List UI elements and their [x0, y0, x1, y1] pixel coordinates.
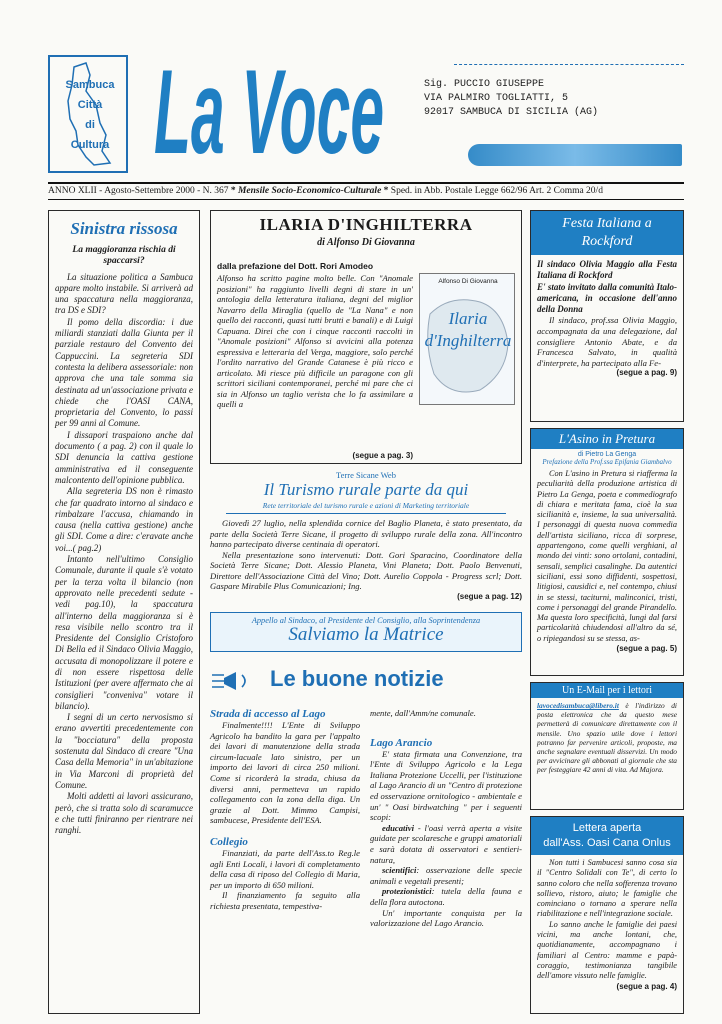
news-column-2: [370, 708, 522, 929]
article-byline: di Alfonso Di Giovanna: [317, 237, 415, 248]
paragraph: Giovedì 27 luglio, nella splendida cornice del Baglio Planeta, è stato presentato, da parte della Società Terre Sicane, il progetto di sviluppo rurale della zona. All'incontro hanno partecipato diverse centinaia di operatori.: [210, 518, 522, 549]
banner-title: Un E-Mail per i lettori: [531, 683, 683, 698]
article-title: ILARIA D'INGHILTERRA: [259, 215, 473, 234]
separator-star: *: [230, 186, 236, 196]
address-stripe: [468, 144, 682, 166]
paragraph: Il finanziamento fa seguito alla richiesta presentata, tempestiva-: [210, 890, 360, 911]
address-label: [384, 64, 684, 184]
lead: E' stato invitato dalla comunità Italo-americana, in occasione dell'anno della Donna: [537, 281, 677, 315]
preface: Prefazione della Prof.ssa Epifania Giambalvo: [542, 458, 672, 466]
text: - l'oasi verrà aperta a visite guidate per scolaresche e gruppi amatoriali e sarà dotata di osservatori e sentieri-natura,: [370, 822, 522, 865]
issue-info-bar: [48, 186, 684, 196]
lead: Il sindaco Olivia Maggio alla Festa Italiana di Rockford: [537, 259, 677, 281]
paragraph: Il pomo della discordia: i due miliardi stanziati dalla Giunta per il parziale restauro del Convento dei Cappuccini. La segreteria SDI contesta la delibera assessoriale: non approva che una tale somma sia destinata ad un'associazione privata e chiede che l'OASI CANA, proprietaria del Convento, lo passi per 99 anni al Comune.: [55, 316, 193, 429]
paragraph: Molti addetti ai lavori assicurano, però, che si tratta solo di scaramucce e che tutti finiranno per rientrare nei ranghi.: [55, 791, 193, 836]
news-heading: Strada di accesso al Lago: [210, 708, 326, 720]
paragraph: [531, 698, 683, 778]
segue-note: (segue a pag. 4): [616, 981, 677, 991]
banner-title-line: Rockford: [581, 234, 633, 249]
postal-info: Sped. in Abb. Postale Legge 662/96 Art. 2 Comma 20/d: [390, 186, 603, 196]
text: : osservazione delle specie animali e vegetali presenti;: [370, 865, 522, 886]
logo-line: di: [85, 119, 95, 131]
byline: di Pietro La Genga: [577, 451, 637, 458]
appeal-box: [210, 612, 522, 652]
preface-heading: dalla prefazione del Dott. Rori Amodeo: [217, 261, 374, 271]
paragraph: mente, dall'Amm/ne comunale.: [370, 708, 476, 718]
article-title: Il Turismo rurale parte da qui: [263, 480, 469, 499]
paragraph: I segni di un certo nervosismo si erano avvertiti precedentemente con la "bocciatura" della proposta sostenuta dal Sindaco di creare "Una Casa della Memoria" in un'abitazione in Via Marconi di proprietà del Comune.: [55, 712, 193, 790]
paragraph: Intanto nell'ultimo Consiglio Comunale, durante il quale s'è votato per la terza volta il bilancio (non approvato nelle precedenti sedute - vedi pag.10), la spaccatura all'interno della maggioranza si è resa visibile nello scontro tra il Presidente del Consiglio Cristoforo Di Bella ed il Sindaco Olivia Maggio, accusata di monopolizzare il potere e di non essere rispettosa delle Istituzioni (per avere affermato che ai consiglieri "conveniva" votare il bilancio).: [55, 554, 193, 711]
paragraph: [370, 886, 522, 907]
paragraph: Nella presentazione sono intervenuti: Dott. Gori Sparacino, Coordinatore della Società Terre Sicane; Dott. Alessio Planeta, Vini Planeta; Dott. Paolo Benvenuti, Direttore dell'Associazione Città del Vino; Dott. Aurelio Coppola - Progress scrl; Dott. Gaspare Mirabile Plus Comunicazioni; Ing.: [210, 549, 522, 591]
news-column-1: [210, 708, 360, 912]
section-title: Le buone notizie: [270, 666, 444, 691]
address-line: VIA PALMIRO TOGLIATTI, 5: [424, 93, 569, 104]
banner-title-line: Festa Italiana a: [562, 216, 652, 231]
masthead-title: [148, 55, 388, 175]
keyword: educativi: [382, 822, 414, 833]
good-news-header: [210, 664, 522, 698]
paragraph: Finanziati, da parte dell'Ass.to Reg.le agli Enti Locali, i lavori di completamento della casa di riposo del Collegio di Maria, per un importo di 650 milioni.: [210, 847, 360, 890]
logo-line: Sambuca: [65, 79, 115, 91]
keyword: protezionistici: [382, 886, 432, 897]
email-link[interactable]: lavocedisambuca@libero.it: [537, 701, 619, 710]
paragraph: [370, 823, 522, 865]
article-text: Alfonso ha scritto pagine molto belle. Con "Anomale posizioni" ha raggiunto livelli degni di stare in un' antologia della letteratura italiana, degni del miglior Navarro della Miraglia (quello de "La Nana" e non quello dei racconti, quasi tutti brutti e banali) e di Luigi Capuana. Direi che con i cinque racconti raccolti in "Anomale posizioni" Alfonso si avvicini alla potenza espressiva e letteraria del Verga, maggiore, solo perché l'ordito narrativo del Grande Catanese è più ricco e articolato. Mi riesce più difficile un paragone con gli scrittori siciliani contemporanei, perché mi pare che ci sia in Alfonso un taglio verista che lo fa assimilare a quelli a: [217, 273, 413, 409]
book-cover: [419, 273, 515, 405]
cover-title-line: Ilaria: [448, 309, 488, 328]
paragraph: Non tutti i Sambucesi sanno cosa sia il "Centro Solidali con Te", di certo lo sanno coloro che nella sofferenza trovano sollievo, ristoro, aiuto; le famiglie che cominciano o tornano a sperare nella riabilitazione e nell'integrazione sociale.: [537, 858, 677, 919]
news-heading: Lago Arancio: [370, 736, 433, 749]
keyword: scientifici: [382, 865, 417, 876]
article-subtitle: Rete territoriale del turismo rurale e azioni di Marketing territoriale: [262, 501, 470, 510]
paragraph: La situazione politica a Sambuca appare molto instabile. Si arriverà ad una spaccatura nella maggioranza, tra DS e SDI?: [55, 271, 193, 316]
article-sinistra: [48, 210, 200, 1014]
text: : tutela della fauna e della flora autoctona.: [370, 886, 522, 907]
article-subtitle: La maggioranza rischia di spaccarsi?: [72, 245, 176, 267]
title-logo-mark: [148, 55, 388, 175]
article-festa: [530, 210, 684, 422]
banner-title-line: Lettera aperta: [572, 822, 642, 834]
paragraph: Alla segreteria DS non è rimasto che far quadrato intorno al sindaco e rimbalzare l'accusa, chiamando in causa (nella cattiva gestione) anche gli SDI. Come a dire: c'eravate anche voi...( pag.2): [55, 486, 193, 553]
article-asino: [530, 428, 684, 676]
address-line: 92017 SAMBUCA DI SICILIA (AG): [424, 107, 599, 118]
appeal-line: Appello al Sindaco, al Presidente del Consiglio, alla Soprintendenza: [251, 616, 481, 625]
paragraph: Finalmente!!!! L'Ente di Sviluppo Agricolo ha bandito la gara per l'appalto dei lavori di manutenzione della strada circum-lacuale lato sinistro, per un importo dei lavori di circa 250 milioni. Come si ricorderà la strada, chiusa da diversi anni, permetteva un rapido collegamento con la zona della diga. Un grazie al Dott. Mimmo Campisi, sambucese, Presidente dell'ESA.: [210, 720, 360, 826]
logo-box: [48, 55, 128, 173]
paragraph: E' stata firmata una Convenzione, tra l'Ente di Sviluppo Agricolo e la Lega Italiana Protezione Uccelli, per l'istituzione al Lago Arancio di un "Centro di protezione ed osservazione ornitologico - ambientale e un' " Oasi birdwatching " per i seguenti scopi:: [370, 748, 523, 823]
article-email: [530, 682, 684, 810]
article-kicker: Terre Sicane Web: [336, 470, 396, 480]
news-heading: Collegio: [210, 835, 248, 848]
paragraph: [370, 865, 522, 886]
text: è l'indirizzo di posta elettronica che da questo mese permetterà di comunicare direttamente con il mensile. Uno spazio utile dove i lettori potranno far pervenire articoli, proposte, ma anche segnalare eventuali disservizi. Un modo per avvicinare gli abbonati al giornale che sta per festeggiare 42 anni di vita. Ad Majora.: [537, 701, 677, 775]
segue-note: (segue a pag. 9): [616, 368, 677, 378]
article-lettera: [530, 816, 684, 1014]
issue-info: ANNO XLII - Agosto-Settembre 2000 - N. 367: [48, 186, 229, 196]
cover-title-line: d'Inghilterra: [424, 331, 512, 350]
appeal-title: Salviamo la Matrice: [288, 624, 444, 645]
article-ilaria: [210, 210, 522, 464]
segue-note: (segue a pag. 3): [352, 451, 413, 460]
cover-author: Alfonso Di Giovanna: [438, 278, 498, 285]
article-turismo: [210, 470, 522, 601]
separator-star: *: [383, 186, 389, 196]
paragraph: Con L'asino in Pretura si riafferma la peculiarità della produzione artistica di Pietro La Genga, poeta e commediografo di chiara e meritata fama, cioè la sua sicilianità e, insieme, la sua universalità. I personaggi di questa nuova commedia dell'artista siciliano, ricca di sorprese, appartengono, come quelli verghiani, al mondo dei vinti: sono ortolani, contadini, sensali, semplici casalinghe. Da autentici siciliani, essi sono diffidenti, sospettosi, litigiosi, causidici e, nel contempo, chiusi in se stessi, taciturni, malinconici, tristi, come i personaggi del grande Pirandello. Ma questa loro specificità, lungi dal farsi particolarità chiudendosi all'altro da sé, o ripiegandosi su se stessa, as-: [537, 469, 677, 643]
svg-text:La Voce: La Voce: [154, 55, 384, 175]
paragraph: Il sindaco, prof.ssa Olivia Maggio, accompagnata da una delegazione, dal consigliere Antonio Abate, e da Francesca Salvato, in qualità d'interprete, ha partecipato alla Fe-: [537, 315, 677, 368]
banner-title-line: dall'Ass. Oasi Cana Onlus: [543, 837, 671, 849]
paragraph: Lo sanno anche le famiglie dei paesi vicini, ma anche lontani, che, quotidianamente, accompagnano i familiari al Centro: mamme e papà-coraggio, testimonianza tangibile dell'amore vissuto nelle famiglie.: [537, 919, 677, 981]
banner-title: L'Asino in Pretura: [531, 429, 683, 449]
address-line: Sig. PUCCIO GIUSEPPE: [424, 79, 545, 90]
issue-type: Mensile Socio-Economico-Culturale: [237, 186, 382, 196]
segue-note: (segue a pag. 12): [457, 591, 522, 601]
paragraph: Un' importante conquista per la valorizzazione del Lago Arancio.: [370, 907, 522, 929]
segue-note: (segue a pag. 5): [616, 644, 677, 654]
paragraph: I dissapori traspaiono anche dal documento ( a pag. 2) con il quale lo SDI denuncia la cattiva gestione amministrativa ed il conseguente malcontento dell'opinione pubblica.: [55, 429, 193, 485]
megaphone-icon: [210, 666, 270, 696]
article-title: Sinistra rissosa: [70, 219, 178, 238]
logo-line: Città: [77, 99, 103, 111]
logo-line: Cultura: [70, 139, 110, 151]
